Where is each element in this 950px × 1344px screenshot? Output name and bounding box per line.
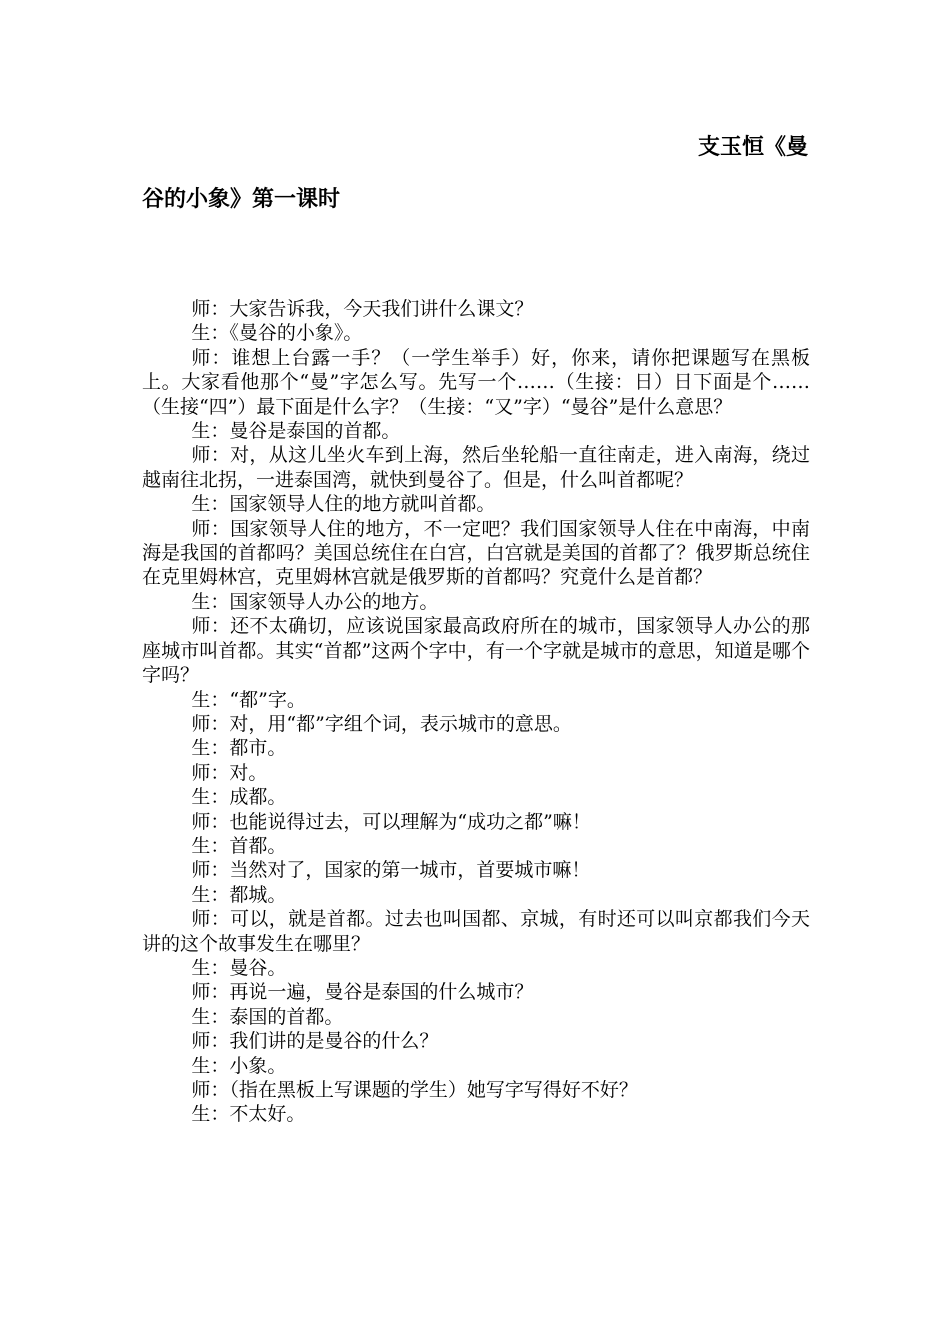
title-line-2: 谷的小象》第一课时 — [142, 187, 341, 212]
dialogue-paragraph: 师：对。 — [191, 761, 268, 784]
dialogue-paragraph: 师：还不太确切，应该说国家最高政府所在的城市，国家领导人办公的那座城市叫首都。其实“首都”这两个字中，有一个字就是城市的意思，知道是哪个字吗？ — [142, 615, 810, 687]
dialogue-paragraph: 生：曼谷是泰国的首都。 — [191, 420, 401, 443]
dialogue-paragraph: 生：曼谷。 — [191, 956, 287, 979]
dialogue-paragraph: 师：对，从这儿坐火车到上海，然后坐轮船一直往南走，进入南海，绕过越南往北拐，一进泰国湾，就快到曼谷了。但是，什么叫首都呢？ — [142, 444, 810, 491]
dialogue-paragraph: 师：可以，就是首都。过去也叫国都、京城，有时还可以叫京都我们今天讲的这个故事发生在哪里？ — [142, 908, 810, 955]
title-line-1: 支玉恒《曼 — [697, 135, 808, 160]
dialogue-paragraph: 生：国家领导人住的地方就叫首都。 — [191, 493, 496, 516]
dialogue-paragraph: 生：不太好。 — [191, 1103, 306, 1126]
dialogue-paragraph: 师：（指在黑板上写课题的学生）她写字写得好不好？ — [191, 1079, 638, 1101]
dialogue-paragraph: 师：也能说得过去，可以理解为“成功之都”嘛！ — [191, 810, 591, 833]
dialogue-paragraph: 生：都城。 — [191, 883, 287, 906]
dialogue-paragraph: 师：国家领导人住的地方，不一定吧？我们国家领导人住在中南海，中南海是我国的首都吗？美国总统住在白宫，白宫就是美国的首都了？俄罗斯总统住在克里姆林宫，克里姆林宫就是俄罗斯的首都吗？究竟什么是首都？ — [142, 517, 810, 589]
dialogue-paragraph: 生：成都。 — [191, 786, 287, 809]
dialogue-paragraph: 师：谁想上台露一手？（一学生举手）好，你来，请你把课题写在黑板上。大家看他那个“曼”字怎么写。先写一个……（生接：日）日下面是个……（生接“四”）最下面是什么字？（生接：“又”字）“曼谷”是什么意思？ — [142, 346, 810, 418]
dialogue-paragraph: 生：小象。 — [191, 1054, 287, 1077]
dialogue-paragraph: 生：国家领导人办公的地方。 — [191, 590, 439, 613]
dialogue-paragraph: 师：大家告诉我，今天我们讲什么课文？ — [191, 298, 534, 320]
dialogue-body — [142, 297, 810, 1127]
dialogue-paragraph: 师：我们讲的是曼谷的什么？ — [191, 1030, 439, 1053]
dialogue-paragraph: 生：首都。 — [191, 834, 287, 857]
dialogue-paragraph: 生：都市。 — [191, 737, 287, 760]
dialogue-paragraph: 师：对，用“都”字组个词，表示城市的意思。 — [191, 712, 572, 735]
dialogue-paragraph: 生：“都”字。 — [191, 688, 306, 711]
dialogue-paragraph: 生：《曼谷的小象》。 — [191, 322, 363, 345]
dialogue-paragraph: 生：泰国的首都。 — [191, 1005, 344, 1028]
dialogue-paragraph: 师：再说一遍，曼谷是泰国的什么城市？ — [191, 981, 534, 1004]
dialogue-paragraph: 师：当然对了，国家的第一城市，首要城市嘛！ — [191, 859, 591, 882]
